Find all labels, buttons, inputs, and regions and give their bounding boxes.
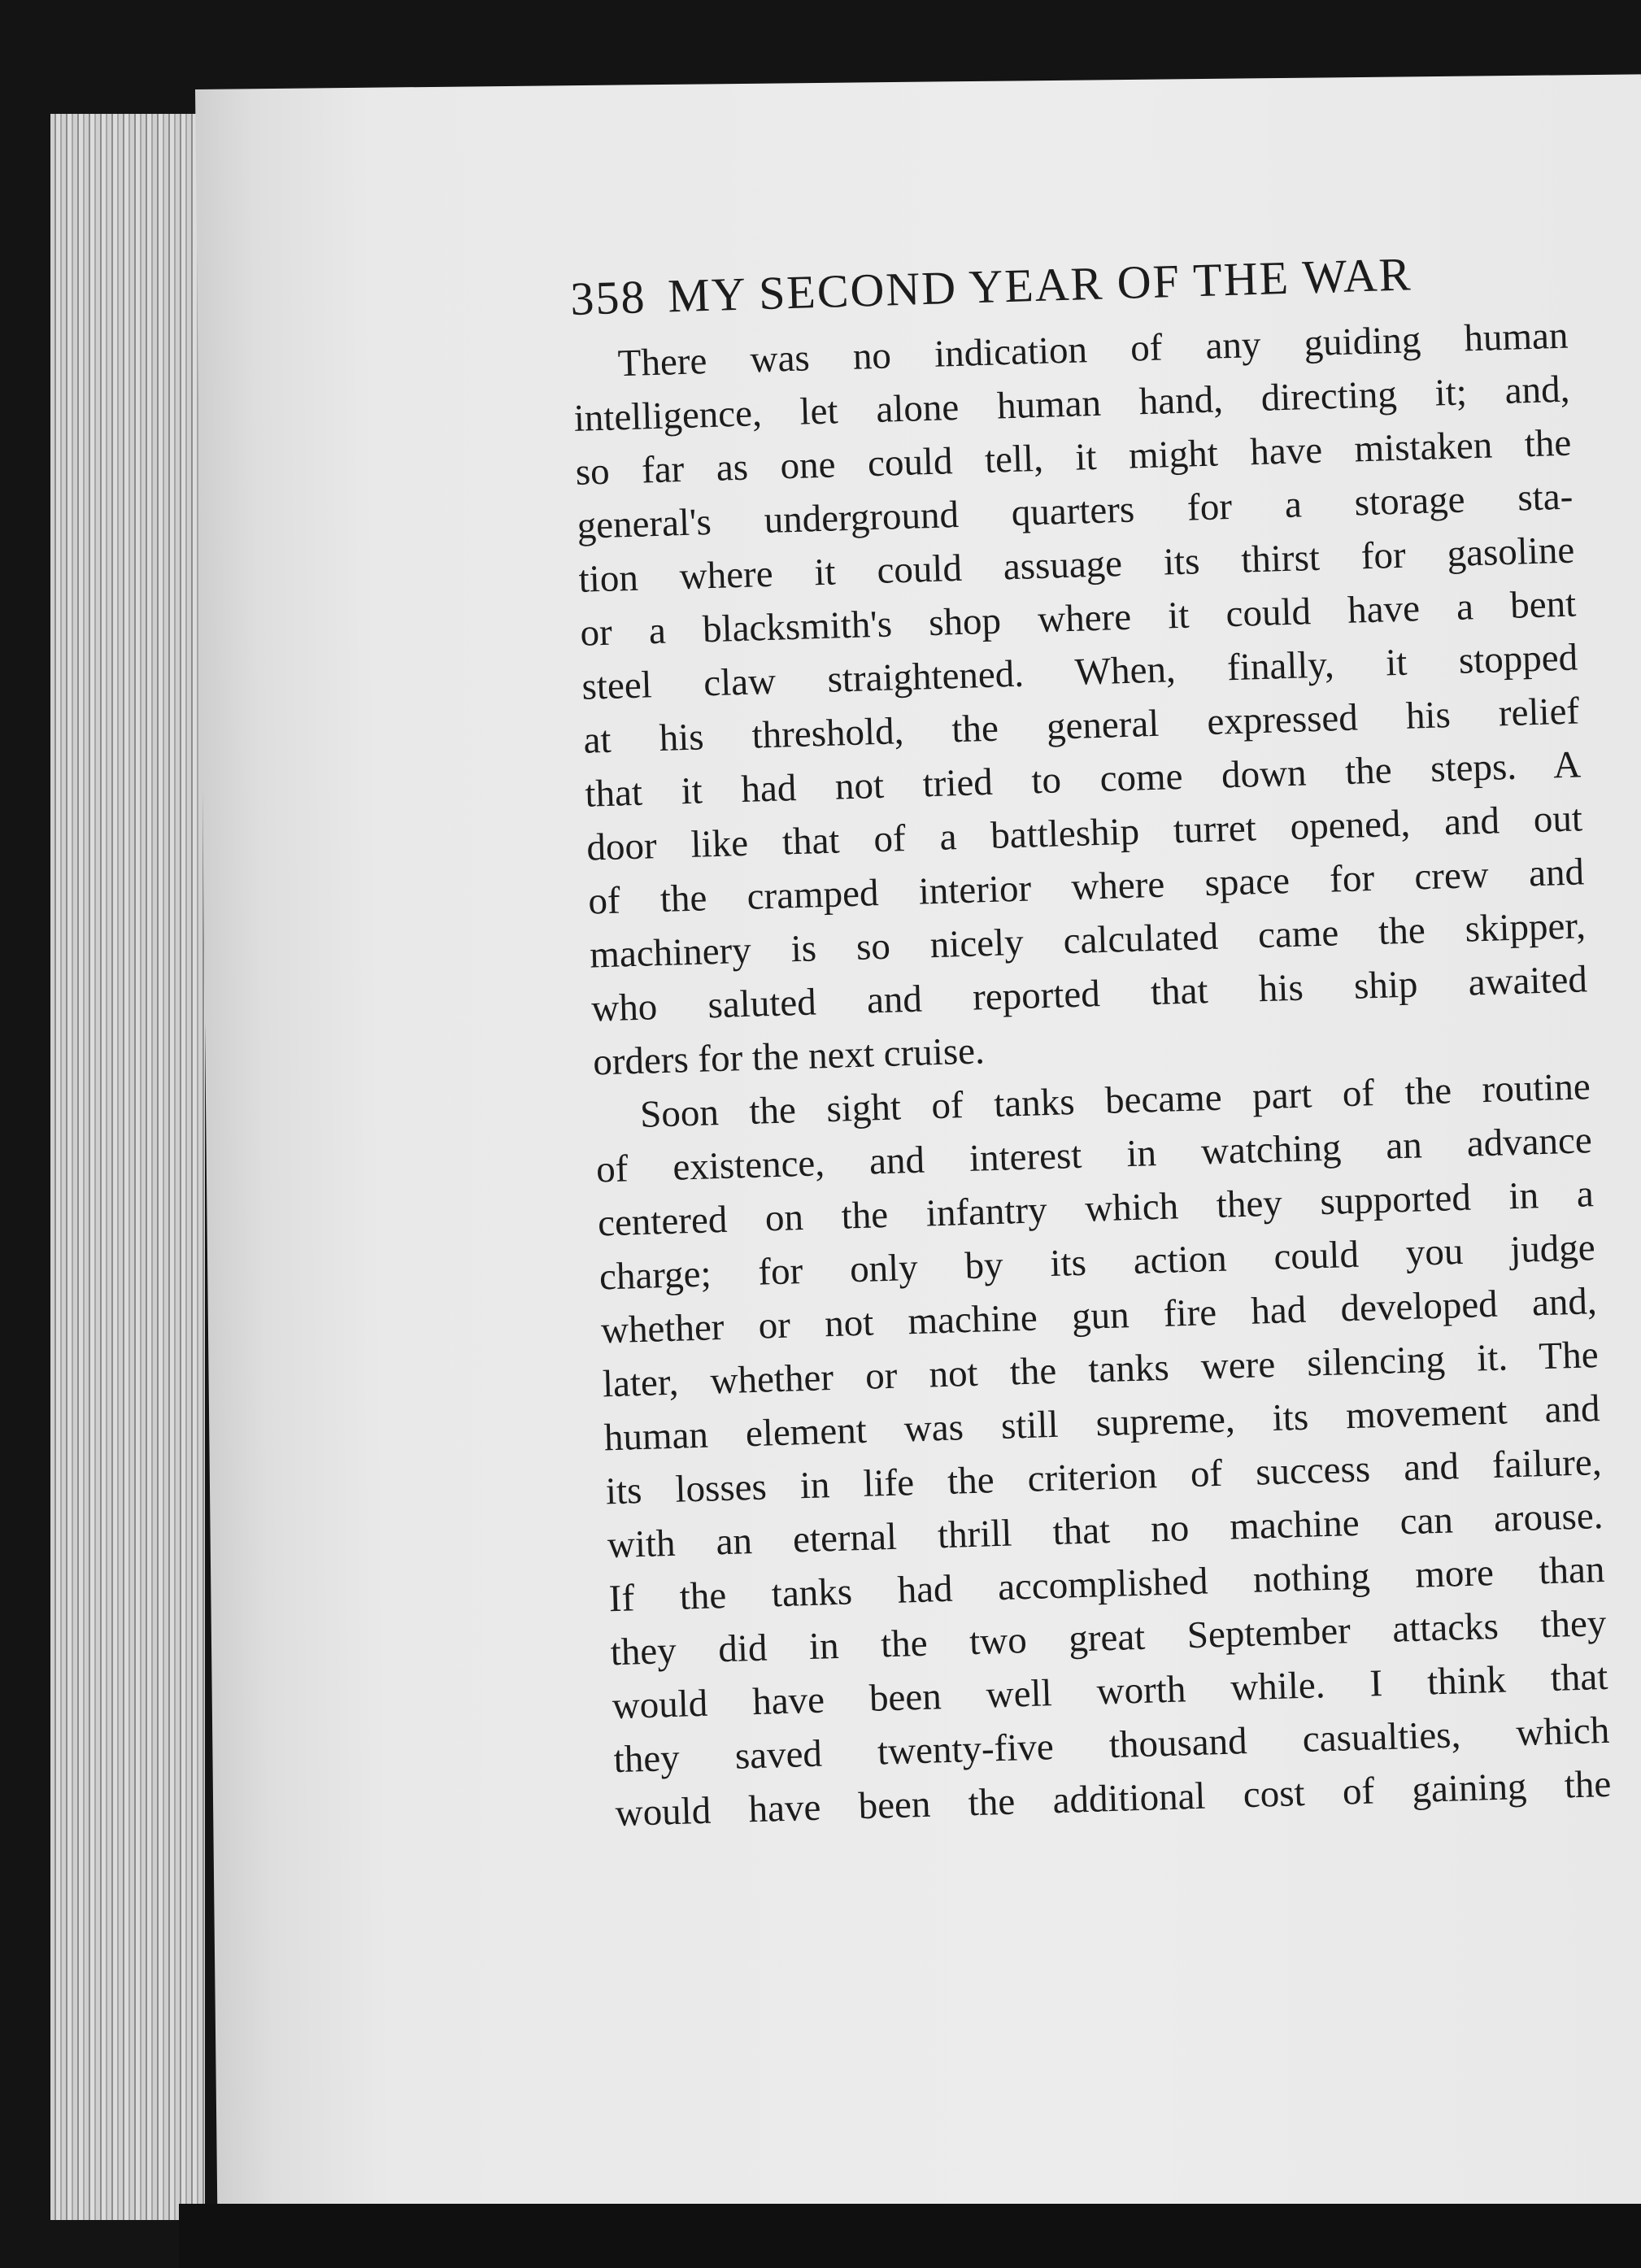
paragraph-2: [594, 1060, 1612, 1840]
text-line: they saved twenty-five thousand casualties, which: [612, 1709, 1610, 1782]
text-line: at his threshold, the general expressed his relief: [582, 690, 1580, 762]
text-line: centered on the infantry which they supported in a: [597, 1173, 1595, 1245]
running-title: MY SECOND YEAR OF THE WAR: [667, 247, 1413, 323]
page-text: [569, 231, 1612, 1840]
text-line: later, whether or not the tanks were silencing it. The: [602, 1334, 1600, 1406]
text-line: intelligence, let alone human hand, directing it; and,: [573, 368, 1571, 440]
text-line: general's underground quarters for a storage sta-: [576, 475, 1574, 547]
text-line: machinery is so nicely calculated came the skipper,: [589, 904, 1587, 977]
text-line: tion where it could assuage its thirst for gasoline: [577, 529, 1575, 601]
text-line: Soon the sight of tanks became part of the routine: [639, 1065, 1591, 1136]
text-line: If the tanks had accomplished nothing more than: [608, 1548, 1606, 1621]
text-line: orders for the next cruise.: [592, 1030, 986, 1084]
text-line: so far as one could tell, it might have mistaken the: [574, 421, 1572, 494]
text-line: human element was still supreme, its movement and: [603, 1387, 1601, 1460]
text-line: door like that of a battleship turret opened, and out: [585, 797, 1583, 869]
text-line: would have been well worth while. I think that: [612, 1655, 1609, 1728]
text-line: or a blacksmith's shop where it could have a bent: [579, 582, 1577, 655]
text-line: would have been the additional cost of gaining the: [614, 1762, 1612, 1835]
text-line: with an eternal thrill that no machine can arouse.: [607, 1494, 1604, 1567]
text-line: they did in the two great September attacks they: [610, 1601, 1608, 1674]
page-number: 358: [569, 270, 647, 325]
paragraph-1: [572, 309, 1590, 1090]
page-edges: [50, 114, 205, 2220]
text-line: its losses in life the criterion of success and failure,: [605, 1441, 1603, 1513]
page-bottom-shadow: [179, 2204, 1641, 2268]
text-line: of the cramped interior where space for crew and: [587, 851, 1585, 923]
text-line: charge; for only by its action could you judge: [599, 1226, 1596, 1299]
text-line: There was no indication of any guiding human: [617, 314, 1569, 385]
text-line: that it had not tried to come down the steps. A: [584, 743, 1582, 816]
text-line: of existence, and interest in watching an advance: [595, 1119, 1593, 1191]
text-line: who saluted and reported that his ship awaited: [590, 958, 1588, 1030]
text-line: steel claw straightened. When, finally, it stopped: [581, 636, 1578, 708]
text-line: whether or not machine gun fire had developed and,: [600, 1280, 1598, 1352]
